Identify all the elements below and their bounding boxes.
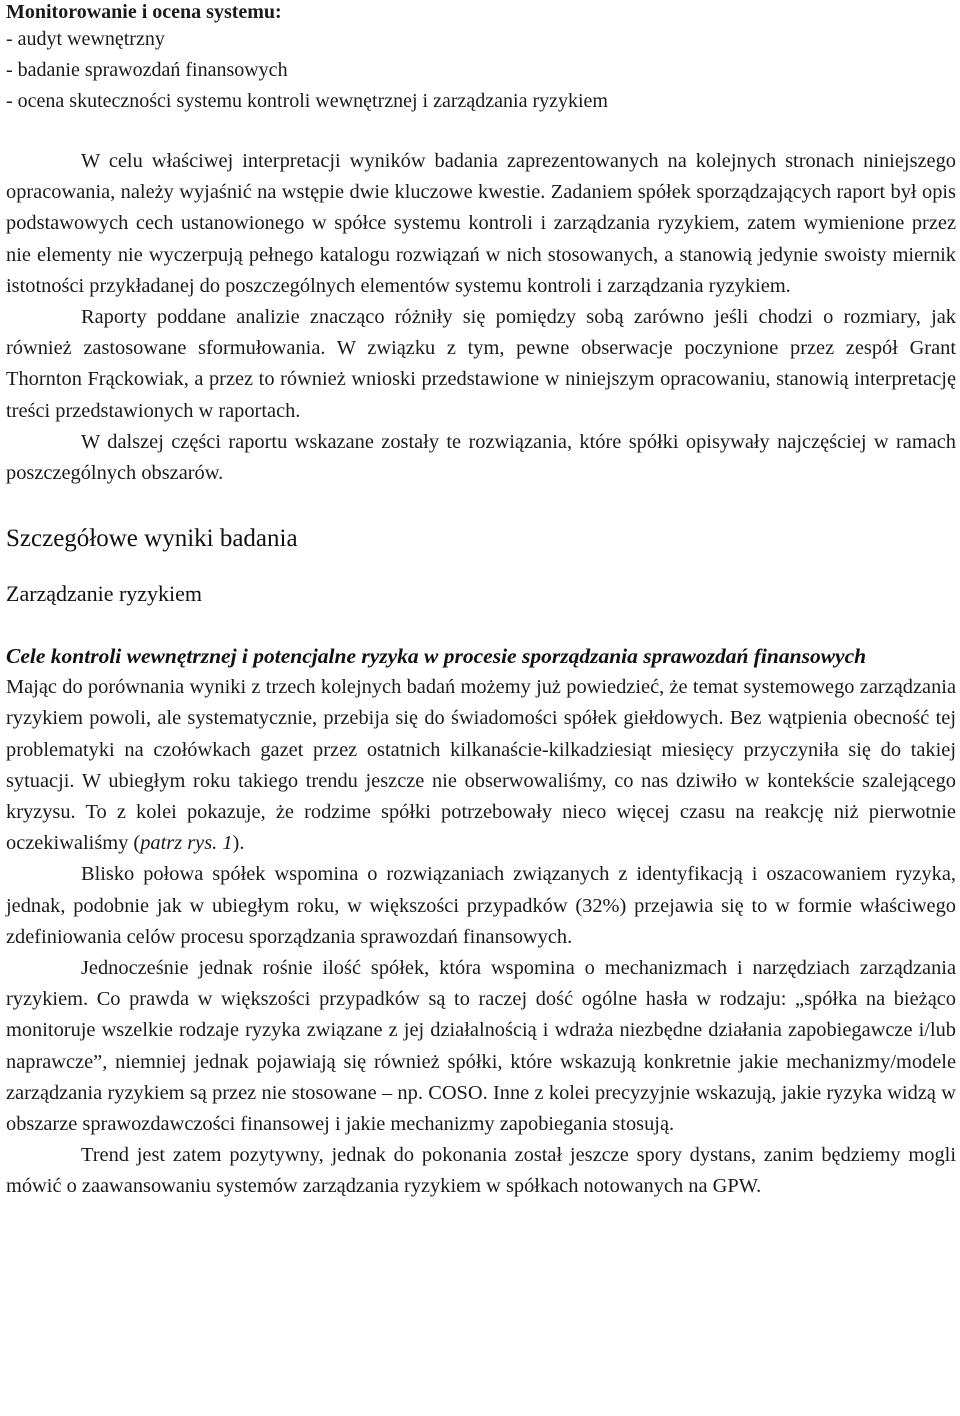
- body-paragraph-3: Jednocześnie jednak rośnie ilość spółek, która wspomina o mechanizmach i narzędziach zarządzania ryzykiem. Co prawda w większości przypadków są to raczej dość ogólne hasła w rodzaju: „spółka na bieżąco monitoruje wszelkie rodzaje ryzyka związane z jej działalnością i wdraża niezbędne działania zapobiegawcze i/lub naprawcze”, niemniej jednak pojawiają się również spółki, które wskazują konkretnie jakie mechanizmy/modele zarządzania ryzykiem są przez nie stosowane – np. COSO. Inne z kolei precyzyjnie wskazują, jakie ryzyka widzą w obszarze sprawozdawczości finansowej i jakie mechanizmy zapobiegania stosują.: [6, 957, 956, 1136]
- body-paragraph-4: Trend jest zatem pozytywny, jednak do pokonania został jeszcze spory dystans, zanim będziemy mogli mówić o zaawansowaniu systemów zarządzania ryzykiem w spółkach notowanych na GPW.: [6, 1144, 956, 1198]
- intro-paragraph-1: W celu właściwej interpretacji wyników badania zaprezentowanych na kolejnych stronach niniejszego opracowania, należy wyjaśnić na wstępie dwie kluczowe kwestie. Zadaniem spółek sporządzających raport był opis podstawowych cech ustanowionego w spółce systemu kontroli i zarządzania ryzykiem, zatem wymienione przez nie elementy nie wyczerpują pełnego katalogu rozwiązań w nich stosowanych, a stanowią jedynie swoisty miernik istotności przykładanej do poszczególnych elementów systemu kontroli i zarządzania ryzykiem.: [6, 150, 956, 297]
- section-title: Szczegółowe wyniki badania: [6, 525, 298, 553]
- body-paragraph-1-end: ).: [232, 832, 245, 855]
- intro-paragraph-2: Raporty poddane analizie znacząco różniły się pomiędzy sobą zarówno jeśli chodzi o rozmiary, jak również zastosowane sformułowania. W związku z tym, pewne obserwacje poczynione przez zespół Grant Thornton Frąckowiak, a przez to również wnioski przedstawione w niniejszym opracowaniu, stanowią interpretację treści przedstawionych w raportach.: [6, 306, 956, 422]
- body-paragraph-2: Blisko połowa spółek wspomina o rozwiązaniach związanych z identyfikacją i oszacowaniem ryzyka, jednak, podobnie jak w ubiegłym roku, w większości przypadków (32%) przejawia się to w formie właściwego zdefiniowania celów procesu sporządzania sprawozdań finansowych.: [6, 863, 956, 948]
- topic-title: Cele kontroli wewnętrznej i potencjalne ryzyka w procesie sporządzania sprawozdań finansowych: [6, 644, 867, 669]
- body-paragraph-1-text: Mając do porównania wyniki z trzech kolejnych badań możemy już powiedzieć, że temat systemowego zarządzania ryzykiem powoli, ale systematycznie, przebija się do świadomości spółek giełdowych. Bez wątpienia obecność tej problematyki na czołówkach gazet przez ostatnich kilkanaście-kilkadziesiąt miesięcy przyczyniła się do takiej sytuacji. W ubiegłym roku takiego trendu jeszcze nie obserwowaliśmy, co nas dziwiło w kontekście szalejącego kryzysu. To z kolei pokazuje, że rodzime spółki potrzebowały nieco więcej czasu na reakcję niż pierwotnie oczekiwaliśmy (: [6, 676, 956, 855]
- list-item: - audyt wewnętrzny: [6, 28, 165, 50]
- subsection-title: Zarządzanie ryzykiem: [6, 581, 203, 607]
- monitoring-list: [6, 24, 956, 117]
- intro-paragraph-3: W dalszej części raportu wskazane zostały te rozwiązania, które spółki opisywały najczęściej w ramach poszczególnych obszarów.: [6, 430, 956, 485]
- list-item: - ocena skuteczności systemu kontroli wewnętrznej i zarządzania ryzykiem: [6, 90, 608, 112]
- monitoring-heading: Monitorowanie i ocena systemu:: [6, 1, 282, 23]
- figure-reference: patrz rys. 1: [140, 832, 233, 855]
- body-paragraph-1: [6, 672, 956, 859]
- list-item: - badanie sprawozdań finansowych: [6, 59, 288, 81]
